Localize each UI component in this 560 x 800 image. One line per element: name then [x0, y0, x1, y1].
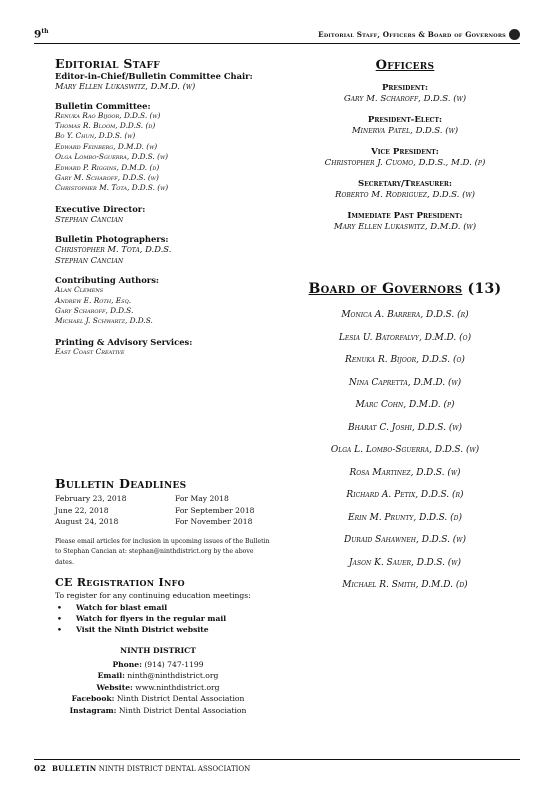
email-value[interactable]: ninth@ninthdistrict.org [127, 671, 219, 680]
table-row [55, 506, 255, 518]
deadline-issue: For May 2018 [175, 494, 229, 503]
board-title-text: Board of Governors [308, 281, 463, 297]
officer-entry [300, 179, 510, 201]
facebook-label: Facebook: [71, 694, 115, 703]
board-member: Duraid Sahawneh, D.D.S. (w) [343, 535, 466, 545]
photographers-label: Bulletin Photographers: [55, 234, 169, 245]
officer-name: Gary M. Scharoff, D.D.S. (w) [343, 94, 467, 104]
editorial-staff-title: Editorial Staff [55, 56, 160, 71]
table-row [55, 494, 255, 506]
committee-member: Gary M. Scharoff, D.D.S. (w) [55, 172, 159, 182]
ce-list [55, 602, 275, 635]
list-item: • Visit the Ninth District website [55, 624, 275, 635]
deadline-date: June 22, 2018 [55, 505, 109, 515]
contact-org: NINTH DISTRICT [120, 646, 196, 655]
officer-entry [300, 147, 510, 169]
board-member: Renuka R. Bijoor, D.D.S. (o) [345, 355, 465, 365]
board-member: Erin M. Prunty, D.D.S. (d) [348, 512, 462, 523]
bulletin-deadlines-title: Bulletin Deadlines [55, 476, 187, 491]
header-number: 9 [34, 28, 42, 41]
footer-org: NINTH DISTRICT DENTAL ASSOCIATION [98, 765, 251, 773]
website-label: Website: [96, 682, 133, 692]
page-header [34, 28, 520, 44]
editor-in-chief-label: Editor-in-Chief/Bulletin Committee Chair: [55, 71, 253, 81]
board-member: Olga L. Lombo-Sguerra, D.D.S. (w) [330, 445, 480, 455]
board-member: Michael R. Smith, D.M.D. (d) [342, 580, 468, 590]
officer-name: Minerva Patel, D.D.S. (w) [351, 126, 459, 136]
ce-registration-section [55, 576, 275, 635]
officer-role: Immediate Past President: [347, 211, 463, 221]
committee-member: Christopher M. Tota, D.D.S. (w) [55, 183, 169, 193]
committee-member: Renuka Rao Bijoor, D.D.S. (w) [55, 110, 161, 120]
phone-value: (914) 747-1199 [144, 659, 204, 669]
footer-rule [34, 759, 520, 760]
phone-label: Phone: [112, 659, 142, 669]
bulletin-deadlines-section [55, 476, 270, 568]
deadline-issue: For September 2018 [175, 505, 255, 515]
officer-name: Christopher J. Cuomo, D.D.S., M.D. (p) [324, 158, 486, 168]
board-members-list [300, 308, 510, 601]
deadlines-note: Please email articles for inclusion in upcoming issues of the Bulletin to Stephan Cancian at: stephan@ninthdistrict.org by the above dates. [55, 537, 270, 566]
ce-registration-title: CE Registration Info [55, 576, 185, 589]
header-number-sup: th [41, 28, 49, 35]
photographer-name: Christopher M. Tota, D.D.S. [55, 244, 172, 255]
officer-role: President: [381, 83, 429, 93]
bulletin-committee-label: Bulletin Committee: [55, 100, 151, 111]
committee-member: Edward P. Riggins, D.M.D. (d) [55, 162, 160, 172]
header-issue-number [34, 28, 48, 41]
board-member: Rosa Martinez, D.D.S. (w) [349, 467, 461, 478]
board-member: Bharat C. Joshi, D.D.S. (w) [347, 422, 463, 433]
footer-brand: BULLETIN [51, 764, 97, 773]
deadlines-table [55, 494, 255, 529]
page-number: 02 [34, 764, 46, 774]
officers-title: Officers [375, 58, 435, 73]
committee-member: Edward Feinberg, D.M.D. (w) [55, 141, 158, 151]
officer-role: Secretary/Treasurer: [357, 179, 453, 189]
editorial-staff-section [55, 56, 265, 357]
contact-instagram [60, 705, 256, 717]
association-logo-icon [509, 29, 520, 40]
list-item: • Watch for blast email [55, 602, 275, 613]
board-of-governors-title [300, 281, 510, 297]
board-member: Jason K. Sauer, D.D.S. (w) [349, 557, 461, 568]
contact-phone [60, 659, 256, 671]
officer-role: Vice President: [371, 147, 439, 157]
officer-entry [300, 115, 510, 137]
contact-email [60, 670, 256, 682]
executive-director-label: Executive Director: [55, 203, 146, 214]
contact-facebook [60, 693, 256, 705]
author-name: Gary Scharoff, D.D.S. [55, 306, 134, 316]
author-name: Alan Clemens [55, 285, 104, 295]
officer-entry [300, 83, 510, 105]
officer-name: Roberto M. Rodriguez, D.D.S. (w) [334, 190, 475, 200]
header-title: Editorial Staff, Officers & Board of Governors [318, 30, 506, 39]
facebook-value: Ninth District Dental Association [116, 694, 245, 703]
board-member: Nina Capretta, D.M.D. (w) [348, 377, 462, 388]
board-count: (13) [467, 281, 502, 297]
board-member: Marc Cohn, D.M.D. (p) [355, 400, 455, 410]
contact-block [60, 645, 256, 716]
committee-member: Thomas R. Bloom, D.D.S. (d) [55, 120, 156, 130]
editor-in-chief-name: Mary Ellen Lukaswitz, D.M.D. (w) [55, 81, 196, 91]
contributing-authors-label: Contributing Authors: [55, 275, 160, 286]
officers-section [300, 58, 510, 243]
ce-intro: To register for any continuing education meetings: [55, 591, 251, 600]
committee-member: Bo Y. Chun, D.D.S. (w) [55, 131, 136, 141]
list-item: • Watch for flyers in the regular mail [55, 613, 275, 624]
contact-website [60, 682, 256, 694]
committee-member: Olga Lombo-Sguerra, D.D.S. (w) [55, 152, 169, 162]
header-rule [34, 43, 520, 44]
executive-director-name: Stephan Cancian [55, 213, 124, 224]
author-name: Andrew E. Roth, Esq. [55, 295, 132, 305]
website-value[interactable]: www.ninthdistrict.org [135, 682, 220, 692]
printing-services-name: East Coast Creative [55, 346, 125, 356]
footer-text [34, 764, 520, 774]
printing-services-label: Printing & Advisory Services: [55, 336, 193, 347]
officer-entry [300, 211, 510, 233]
board-member: Lesia U. Batorfalvy, D.M.D. (o) [338, 332, 472, 343]
table-row [55, 517, 255, 529]
author-name: Michael J. Schwartz, D.D.S. [55, 316, 153, 326]
officer-name: Mary Ellen Lukaswitz, D.M.D. (w) [333, 222, 477, 232]
deadline-date: August 24, 2018 [55, 517, 119, 526]
officer-role: President-Elect: [367, 115, 443, 125]
instagram-label: Instagram: [69, 705, 117, 715]
photographer-name: Stephan Cancian [55, 254, 124, 265]
instagram-value: Ninth District Dental Association [118, 705, 247, 715]
board-member: Monica A. Barrera, D.D.S. (r) [341, 310, 469, 320]
board-member: Richard A. Petix, D.D.S. (r) [346, 490, 464, 500]
deadline-date: February 23, 2018 [55, 494, 127, 503]
page-footer [34, 759, 520, 774]
deadline-issue: For November 2018 [175, 517, 253, 526]
email-label: Email: [97, 671, 125, 680]
